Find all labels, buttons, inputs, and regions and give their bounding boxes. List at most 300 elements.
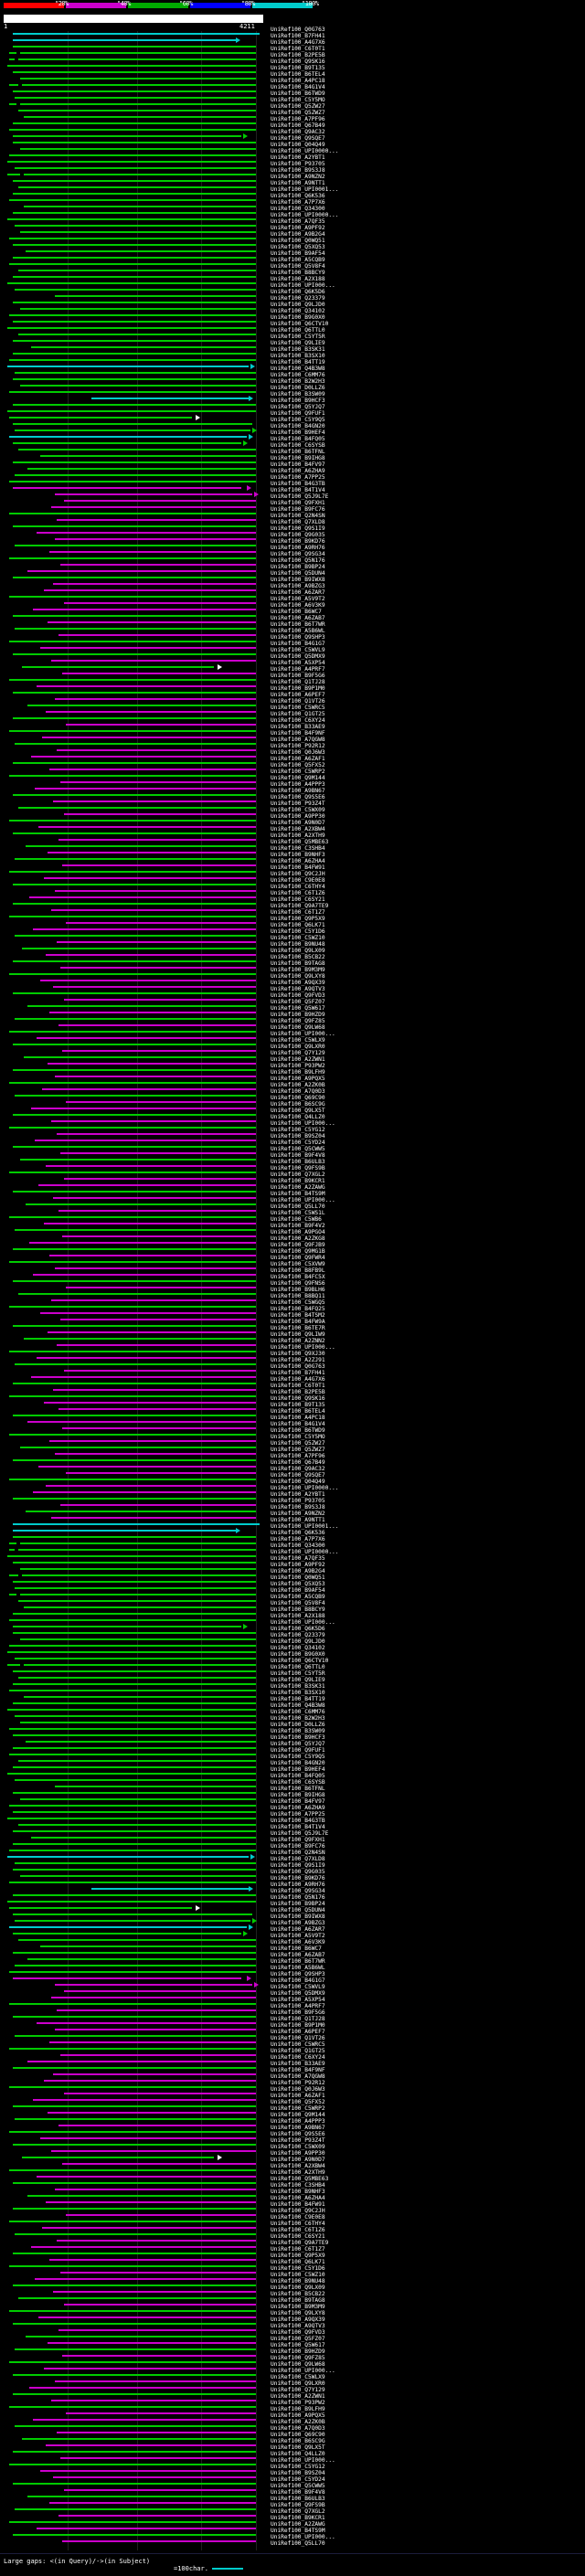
accession-link[interactable]: UniRef100_A9BZG3 [271,583,325,589]
accession-link[interactable]: UniRef100_A2YBT1 [271,1491,325,1498]
alignment-row[interactable] [0,165,271,171]
alignment-row[interactable] [0,389,271,395]
accession-link[interactable]: UniRef100_A6ZHA9 [271,468,325,474]
alignment-bar[interactable] [64,1990,256,1992]
accession-link[interactable]: UniRef100_Q9A7TE9 [271,903,329,909]
accession-link[interactable]: UniRef100_A9RH76 [271,1882,325,1888]
accession-link[interactable]: UniRef100_A9PF92 [271,225,325,231]
alignment-bar[interactable] [44,2368,256,2369]
alignment-bar[interactable] [20,1447,256,1448]
alignment-row[interactable] [0,2411,271,2416]
alignment-row[interactable] [0,479,271,484]
alignment-row[interactable] [0,1087,271,1092]
alignment-bar[interactable] [9,1690,256,1691]
alignment-row[interactable] [0,325,271,331]
accession-link[interactable]: UniRef100_B4TS9M [271,1191,325,1197]
alignment-row[interactable] [0,1630,271,1636]
alignment-bar[interactable] [24,206,256,207]
alignment-bar[interactable] [44,877,256,879]
alignment-bar[interactable] [55,1076,256,1077]
accession-link[interactable]: UniRef100_Q5YJQ7 [271,1741,325,1747]
alignment-bar[interactable] [13,404,256,406]
accession-link[interactable]: UniRef100_A4G7X6 [271,1376,325,1383]
alignment-row[interactable] [0,1560,271,1565]
alignment-row[interactable] [0,1867,271,1872]
alignment-bar[interactable] [9,1216,256,1218]
alignment-row[interactable] [0,1937,271,1943]
alignment-row[interactable] [0,863,271,868]
accession-link[interactable]: UniRef100_A6V3K9 [271,602,325,609]
alignment-row[interactable] [0,1317,271,1322]
accession-link[interactable]: UniRef100_B4G3TB [271,481,325,487]
alignment-row[interactable] [0,1291,271,1297]
alignment-bar[interactable] [15,429,250,431]
accession-link[interactable]: UniRef100_Q5DUN4 [271,1907,325,1913]
alignment-bar[interactable] [53,2073,256,2075]
alignment-bar[interactable] [64,1370,256,1372]
alignment-row[interactable] [0,811,271,817]
alignment-bar[interactable] [13,1843,256,1845]
alignment-bar[interactable] [49,551,256,553]
alignment-row[interactable] [0,300,271,305]
alignment-bar[interactable] [9,1351,256,1352]
alignment-bar[interactable] [64,999,256,1001]
alignment-row[interactable] [0,1304,271,1309]
alignment-row[interactable] [0,786,271,791]
alignment-bar[interactable] [29,2387,256,2389]
accession-link[interactable]: UniRef100_Q1GT25 [271,711,325,717]
alignment-row[interactable] [0,1406,271,1412]
alignment-bar[interactable] [13,1248,256,1250]
alignment-row[interactable] [0,2391,271,2397]
accession-link[interactable]: UniRef100_B4T1V4 [271,1824,325,1830]
alignment-bar[interactable] [20,385,256,387]
alignment-row[interactable] [0,2193,271,2199]
accession-link[interactable]: UniRef100_C5Y5MO [271,1434,325,1440]
alignment-row[interactable] [0,319,271,324]
alignment-row[interactable] [0,255,271,260]
accession-link[interactable]: UniRef100_Q9M144 [271,2112,325,2118]
alignment-bar[interactable] [13,717,256,719]
alignment-bar[interactable] [58,1024,256,1026]
accession-link[interactable]: UniRef100_A7Q0D3 [271,1088,325,1095]
accession-link[interactable]: UniRef100_UPI000... [271,1197,335,1203]
alignment-row[interactable] [0,1042,271,1047]
alignment-row[interactable] [0,639,271,644]
alignment-row[interactable] [0,856,271,862]
alignment-bar[interactable] [13,33,260,35]
accession-link[interactable]: UniRef100_Q9SK16 [271,58,325,65]
alignment-row[interactable] [0,2231,271,2237]
accession-link[interactable]: UniRef100_A7P7X6 [271,1536,325,1542]
accession-link[interactable]: UniRef100_A5XP54 [271,660,325,666]
alignment-bar[interactable] [9,391,256,393]
alignment-bar[interactable] [9,2086,256,2088]
alignment-row[interactable] [0,95,271,101]
alignment-bar[interactable] [13,46,256,48]
accession-link[interactable]: UniRef100_B3SX10 [271,1690,325,1696]
accession-link[interactable]: UniRef100_Q9SK16 [271,1395,325,1402]
alignment-bar[interactable] [51,660,256,662]
alignment-row[interactable] [0,1387,271,1393]
alignment-row[interactable] [0,268,271,273]
alignment-row[interactable] [0,415,271,420]
alignment-bar[interactable] [13,1792,256,1794]
alignment-row[interactable] [0,1988,271,1994]
accession-link[interactable]: UniRef100_Q7XLD8 [271,1856,325,1862]
alignment-bar[interactable] [66,922,256,924]
alignment-bar[interactable] [15,1095,256,1097]
accession-link[interactable]: UniRef100_Q34102 [271,308,325,314]
alignment-bar[interactable] [13,135,241,137]
alignment-row[interactable] [0,2270,271,2275]
alignment-row[interactable] [0,2404,271,2410]
alignment-bar[interactable] [13,423,252,425]
alignment-bar[interactable] [7,1818,256,1819]
alignment-row[interactable] [0,2327,271,2333]
alignment-bar[interactable] [13,2208,256,2210]
accession-link[interactable]: UniRef100_B5CB22 [271,954,325,960]
accession-link[interactable]: UniRef100_B9LFH9 [271,1069,325,1076]
alignment-bar[interactable] [9,557,256,559]
accession-link[interactable]: UniRef100_B4FC5X [271,1274,325,1280]
accession-link[interactable]: UniRef100_Q9XJ30 [271,1351,325,1357]
accession-link[interactable]: UniRef100_Q7XLD8 [271,519,325,525]
alignment-bar[interactable] [13,340,256,342]
accession-link[interactable]: UniRef100_A5V9T2 [271,596,325,602]
alignment-row[interactable] [0,1055,271,1060]
accession-link[interactable]: UniRef100_Q34300 [271,1542,325,1549]
alignment-bar[interactable] [40,1945,256,1947]
accession-link[interactable]: UniRef100_UPI000... [271,1120,335,1127]
alignment-bar[interactable] [60,1319,256,1320]
accession-link[interactable]: UniRef100_A2YBT1 [271,154,325,161]
alignment-row[interactable] [0,37,271,43]
accession-link[interactable]: UniRef100_B9S3J8 [271,1504,325,1511]
alignment-row[interactable] [0,1003,271,1009]
alignment-row[interactable] [0,1758,271,1764]
alignment-bar[interactable] [42,2227,256,2229]
alignment-row[interactable] [0,1547,271,1553]
alignment-bar[interactable] [13,2483,256,2485]
accession-link[interactable]: UniRef100_B3SW09 [271,391,325,398]
alignment-row[interactable] [0,1681,271,1687]
alignment-bar[interactable] [53,583,256,585]
accession-link[interactable]: UniRef100_Q7Y129 [271,2387,325,2393]
accession-link[interactable]: UniRef100_C6T1Z6 [271,890,325,896]
accession-link[interactable]: UniRef100_B6WC7 [271,1945,322,1952]
alignment-row[interactable] [0,1643,271,1648]
accession-link[interactable]: UniRef100_B9KCR1 [271,1178,325,1184]
accession-link[interactable]: UniRef100_C6SYSB [271,1779,325,1786]
alignment-bar[interactable] [57,749,256,751]
accession-link[interactable]: UniRef100_B9S3J8 [271,167,325,174]
alignment-row[interactable] [0,428,271,433]
alignment-bar[interactable] [35,1140,256,1141]
alignment-bar[interactable] [51,909,256,911]
alignment-bar[interactable] [9,417,192,419]
alignment-row[interactable] [0,1278,271,1284]
alignment-row[interactable] [0,2276,271,2282]
alignment-row[interactable] [0,1182,271,1188]
accession-link[interactable]: UniRef100_Q9S5E6 [271,2131,325,2137]
alignment-bar[interactable] [31,756,256,758]
alignment-bar[interactable] [49,1255,256,1256]
accession-link[interactable]: UniRef100_UPI0001... [271,1523,339,1530]
alignment-bar[interactable] [9,1926,247,1928]
alignment-bar[interactable] [49,2259,256,2261]
accession-link[interactable]: UniRef100_Q9P5X9 [271,2253,325,2259]
accession-link[interactable]: UniRef100_A7QGW8 [271,737,325,743]
accession-link[interactable]: UniRef100_Q9FS9B [271,1165,325,1171]
accession-link[interactable]: UniRef100_UPI000... [271,2457,335,2464]
alignment-bar[interactable] [15,743,256,745]
alignment-row[interactable] [0,332,271,337]
accession-link[interactable]: UniRef100_Q5FX52 [271,2099,325,2105]
accession-link[interactable]: UniRef100_A9PQX5 [271,1076,325,1082]
alignment-row[interactable] [0,850,271,855]
alignment-bar[interactable] [13,180,256,182]
alignment-bar[interactable] [18,1293,256,1295]
alignment-row[interactable] [0,1362,271,1367]
accession-link[interactable]: UniRef100_B9IHG8 [271,1792,325,1798]
alignment-row[interactable] [0,1489,271,1495]
accession-link[interactable]: UniRef100_Q9SG34 [271,551,325,557]
accession-link[interactable]: UniRef100_Q5J9L7E [271,1830,329,1837]
accession-link[interactable]: UniRef100_B9P1M0 [271,685,325,692]
accession-link[interactable]: UniRef100_C5WLX9 [271,1037,325,1044]
accession-link[interactable]: UniRef100_C5WZ10 [271,935,325,941]
accession-link[interactable]: UniRef100_A9NTT1 [271,1517,325,1523]
alignment-row[interactable] [0,2539,271,2544]
alignment-bar[interactable] [15,167,256,169]
alignment-row[interactable] [0,530,271,535]
accession-link[interactable]: UniRef100_Q5DMX9 [271,653,325,660]
alignment-bar[interactable] [13,39,236,41]
alignment-bar[interactable] [7,1773,256,1775]
alignment-bar[interactable] [13,1670,256,1672]
alignment-row[interactable] [0,421,271,427]
accession-link[interactable]: UniRef100_Q9LW68 [271,1024,325,1031]
accession-link[interactable]: UniRef100_P92R12 [271,2080,325,2086]
accession-link[interactable]: UniRef100_B4F9NF [271,730,325,737]
alignment-row[interactable] [0,1150,271,1156]
alignment-row[interactable] [0,971,271,977]
accession-link[interactable]: UniRef100_B6TWD9 [271,1427,325,1434]
alignment-bar[interactable] [9,1971,256,1973]
alignment-row[interactable] [0,607,271,612]
accession-link[interactable]: UniRef100_Q6K5D6 [271,1626,325,1632]
alignment-row[interactable] [0,357,271,363]
alignment-bar[interactable] [9,481,256,482]
accession-link[interactable]: UniRef100_A5B6WL [271,1965,325,1971]
accession-link[interactable]: UniRef100_A4PPP3 [271,2118,325,2125]
accession-link[interactable]: UniRef100_C6T1Z7 [271,2246,325,2253]
accession-link[interactable]: UniRef100_A5CQB9 [271,1594,325,1600]
alignment-row[interactable] [0,1368,271,1373]
alignment-row[interactable] [0,1822,271,1828]
alignment-row[interactable] [0,1438,271,1444]
alignment-row[interactable] [0,1016,271,1022]
alignment-row[interactable] [0,888,271,894]
alignment-bar[interactable] [15,1587,256,1589]
alignment-bar[interactable] [9,1395,256,1397]
alignment-row[interactable] [0,2315,271,2320]
alignment-bar[interactable] [31,346,256,348]
alignment-row[interactable] [0,1483,271,1489]
alignment-bar[interactable] [13,2105,256,2107]
alignment-row[interactable] [0,517,271,523]
alignment-row[interactable] [0,1892,271,1898]
alignment-bar[interactable] [18,110,256,111]
accession-link[interactable]: UniRef100_Q5W617 [271,1005,325,1012]
accession-link[interactable]: UniRef100_Q9MG1B [271,1248,325,1255]
alignment-bar[interactable] [15,372,256,374]
accession-link[interactable]: UniRef100_B4G1G7 [271,1977,325,1984]
alignment-bar[interactable] [13,577,256,578]
alignment-row[interactable] [0,1035,271,1041]
alignment-row[interactable] [0,2398,271,2403]
accession-link[interactable]: UniRef100_B4TT19 [271,359,325,366]
accession-link[interactable]: UniRef100_Q5N176 [271,1894,325,1901]
accession-link[interactable]: UniRef100_C5WRC5 [271,705,325,711]
alignment-row[interactable] [0,2295,271,2301]
alignment-row[interactable] [0,1502,271,1508]
alignment-bar[interactable] [48,2342,256,2344]
alignment-bar[interactable] [29,1242,256,1244]
accession-link[interactable]: UniRef100_B3SK31 [271,346,325,353]
accession-link[interactable]: UniRef100_C6T1Z7 [271,909,325,916]
alignment-row[interactable] [0,1592,271,1597]
alignment-bar[interactable] [66,1287,256,1288]
alignment-bar[interactable] [7,327,256,329]
accession-link[interactable]: UniRef100_Q34300 [271,206,325,212]
alignment-row[interactable] [0,1656,271,1661]
accession-link[interactable]: UniRef100_Q5W617 [271,2342,325,2348]
accession-link[interactable]: UniRef100_Q0G763 [271,27,325,33]
alignment-row[interactable] [0,2436,271,2442]
accession-link[interactable]: UniRef100_B6TFNL [271,449,325,455]
alignment-bar[interactable] [18,270,256,271]
alignment-row[interactable] [0,2206,271,2211]
accession-link[interactable]: UniRef100_Q9LX5T [271,1108,325,1114]
alignment-row[interactable] [0,1534,271,1540]
alignment-bar[interactable] [55,295,256,297]
alignment-row[interactable] [0,402,271,408]
accession-link[interactable]: UniRef100_Q9SHP3 [271,634,325,641]
accession-link[interactable]: UniRef100_Q0J6W3 [271,749,325,756]
alignment-row[interactable] [0,1848,271,1853]
alignment-bar[interactable] [49,769,256,770]
alignment-bar[interactable] [20,308,256,310]
alignment-bar[interactable] [13,903,256,905]
alignment-bar[interactable] [58,2515,256,2517]
accession-link[interactable]: UniRef100_Q67B49 [271,122,325,129]
alignment-row[interactable] [0,2487,271,2493]
alignment-row[interactable] [0,1221,271,1226]
accession-link[interactable]: UniRef100_C5WGQ5 [271,1299,325,1306]
accession-link[interactable]: UniRef100_Q5ZW27 [271,103,325,110]
alignment-bar[interactable] [9,1805,256,1807]
alignment-row[interactable] [0,1963,271,1968]
accession-link[interactable]: UniRef100_A9B2G4 [271,231,325,238]
alignment-row[interactable] [0,2302,271,2307]
accession-link[interactable]: UniRef100_B8BQ11 [271,1293,325,1299]
accession-link[interactable]: UniRef100_Q9LX5T [271,2444,325,2451]
accession-link[interactable]: UniRef100_B9KD76 [271,538,325,545]
alignment-row[interactable] [0,754,271,759]
alignment-row[interactable] [0,1598,271,1604]
alignment-bar[interactable] [18,334,256,335]
alignment-row[interactable] [0,696,271,702]
alignment-row[interactable] [0,543,271,548]
alignment-bar[interactable] [13,1811,256,1813]
alignment-bar[interactable] [13,2182,256,2184]
alignment-row[interactable] [0,959,271,964]
accession-link[interactable]: UniRef100_Q5LL70 [271,2540,325,2547]
alignment-bar[interactable] [26,1511,256,1512]
accession-link[interactable]: UniRef100_A2ZAWG [271,1184,325,1191]
accession-link[interactable]: UniRef100_Q0WQ51 [271,1574,325,1581]
alignment-bar[interactable] [51,1120,256,1122]
alignment-row[interactable] [0,1816,271,1821]
alignment-row[interactable] [0,2308,271,2314]
alignment-row[interactable] [0,146,271,152]
alignment-bar[interactable] [20,1568,256,1570]
alignment-row[interactable] [0,1803,271,1808]
accession-link[interactable]: UniRef100_Q4B3W8 [271,1702,325,1709]
accession-link[interactable]: UniRef100_B9HCF3 [271,1734,325,1741]
alignment-row[interactable] [0,1240,271,1246]
alignment-bar[interactable] [13,244,256,246]
accession-link[interactable]: UniRef100_Q9FVD3 [271,2329,325,2336]
accession-link[interactable]: UniRef100_UPI000... [271,2534,335,2540]
accession-link[interactable]: UniRef100_A2ZNN2 [271,1338,325,1344]
accession-link[interactable]: UniRef100_B9FC76 [271,1843,325,1850]
alignment-bar[interactable] [26,250,256,252]
alignment-row[interactable] [0,895,271,900]
alignment-row[interactable] [0,1464,271,1469]
alignment-bar[interactable] [55,493,252,495]
alignment-row[interactable] [0,1669,271,1674]
alignment-bar[interactable] [7,282,256,284]
accession-link[interactable]: UniRef100_Q7XGL2 [271,1171,325,1178]
alignment-bar[interactable] [13,321,256,323]
alignment-bar[interactable] [13,1933,241,1935]
accession-link[interactable]: UniRef100_C5Y1D6 [271,928,325,935]
accession-link[interactable]: UniRef100_B4TSM2 [271,1312,325,1319]
alignment-row[interactable] [0,1023,271,1028]
alignment-bar[interactable] [9,916,256,917]
alignment-row[interactable] [0,153,271,158]
accession-link[interactable]: UniRef100_B3SK31 [271,1683,325,1690]
accession-link[interactable]: UniRef100_A2XBW4 [271,826,325,832]
alignment-row[interactable] [0,2065,271,2071]
accession-link[interactable]: UniRef100_C5XVW9 [271,1261,325,1267]
accession-link[interactable]: UniRef100_B9HEF4 [271,1766,325,1773]
alignment-bar[interactable] [55,1453,256,1455]
alignment-row[interactable] [0,89,271,94]
alignment-row[interactable] [0,2423,271,2429]
alignment-bar[interactable] [9,730,256,732]
alignment-bar[interactable] [13,71,256,73]
alignment-bar[interactable] [9,238,256,239]
alignment-bar[interactable] [9,2310,256,2312]
alignment-bar[interactable] [53,986,256,988]
alignment-row[interactable] [0,281,271,286]
accession-link[interactable]: UniRef100_A9NZN2 [271,1511,325,1517]
alignment-bar[interactable] [9,2521,256,2523]
